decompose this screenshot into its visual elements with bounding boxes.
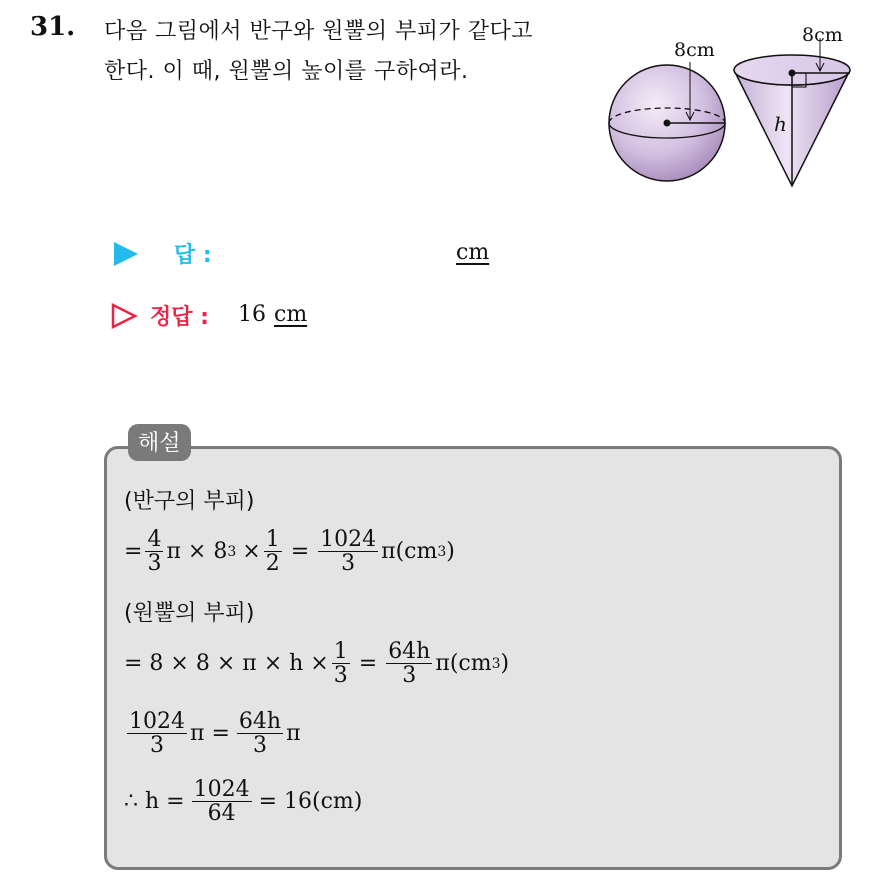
solution-line-1: (반구의 부피) <box>124 489 255 514</box>
numerator: 1024 <box>193 777 250 802</box>
expression: π(cm <box>435 651 492 677</box>
denominator: 3 <box>341 551 356 577</box>
answer-arrow-icon <box>112 240 140 268</box>
answer-unit: cm <box>456 240 490 265</box>
fraction <box>192 778 252 825</box>
close-paren: ) <box>500 651 510 677</box>
denominator: 3 <box>150 733 164 759</box>
cone-height-label: h <box>774 112 787 136</box>
numerator: 1024 <box>320 527 377 552</box>
expression: = 8 × 8 × π × h × <box>124 651 329 677</box>
expression: π(cm <box>381 539 438 565</box>
fraction <box>145 528 163 575</box>
answer-label: 답 : <box>174 243 212 268</box>
numerator: 1024 <box>129 709 185 734</box>
expression: π × 8 <box>166 539 228 565</box>
equals-sign: = <box>290 539 310 565</box>
solution-line-4 <box>124 640 509 687</box>
exponent: 3 <box>437 543 447 560</box>
question-number: 31. <box>30 12 76 42</box>
denominator: 2 <box>265 551 280 577</box>
numerator: 1 <box>333 639 348 664</box>
numerator: 4 <box>147 527 162 552</box>
denominator: 64 <box>207 801 236 827</box>
numerator: 64h <box>238 709 282 734</box>
numerator: 64h <box>388 639 431 664</box>
solution-line-6 <box>124 778 362 825</box>
solution-tab: 해설 <box>128 424 191 461</box>
equals-sign: = <box>124 539 143 565</box>
cone-radius-label: 8cm <box>802 24 843 46</box>
cone-shape <box>734 24 850 186</box>
expression: = 16(cm) <box>258 789 363 815</box>
exponent: 3 <box>491 655 501 672</box>
denominator: 3 <box>333 663 348 689</box>
solution-line-2 <box>124 528 455 575</box>
fraction <box>332 640 350 687</box>
question-text-line-1: 다음 그림에서 반구와 원뿔의 부피가 같다고 <box>104 19 534 44</box>
fraction <box>318 528 378 575</box>
denominator: 3 <box>402 663 417 689</box>
expression: ∴ h = <box>124 789 185 815</box>
question-text-line-2: 한다. 이 때, 원뿔의 높이를 구하여라. <box>104 59 469 84</box>
correct-answer-label: 정답 : <box>150 305 209 330</box>
denominator: 3 <box>252 733 267 759</box>
solution-line-5 <box>124 710 301 757</box>
solution-line-3: (원뿔의 부피) <box>124 601 255 626</box>
times-sign: × <box>242 539 261 565</box>
denominator: 3 <box>147 551 162 577</box>
correct-answer-value: 16 <box>238 302 266 327</box>
fraction <box>237 710 283 757</box>
correct-answer-unit: cm <box>274 302 308 327</box>
close-paren: ) <box>446 539 455 565</box>
sphere-radius-label: 8cm <box>674 39 715 61</box>
fraction <box>127 710 187 757</box>
exponent: 3 <box>227 543 237 560</box>
sphere-shape <box>609 39 725 181</box>
correct-arrow-icon <box>110 302 138 330</box>
fraction <box>386 640 432 687</box>
expression: π <box>286 721 301 747</box>
equals-sign: = <box>358 651 378 677</box>
fraction <box>264 528 282 575</box>
expression: π = <box>190 721 230 747</box>
sphere-cone-figure <box>600 20 880 210</box>
numerator: 1 <box>265 527 280 552</box>
